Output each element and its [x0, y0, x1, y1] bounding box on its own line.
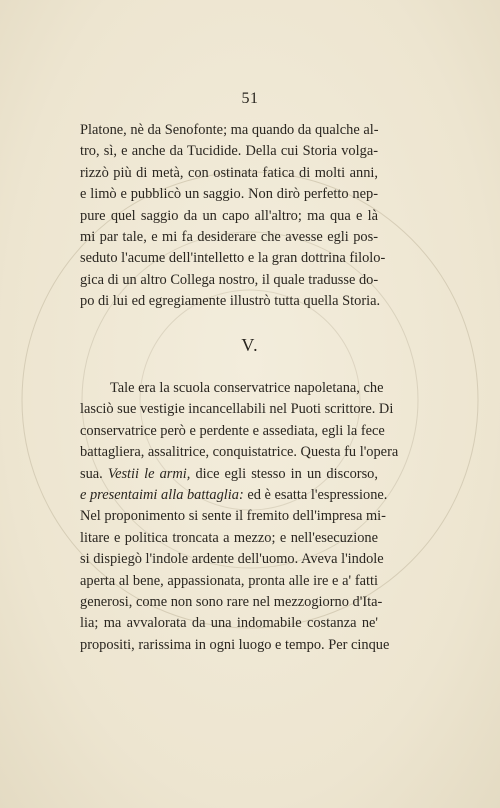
section-heading: V.	[241, 335, 259, 355]
text-line: conservatrice però e perdente e assediata, egli la fece	[80, 422, 385, 439]
text-line: pure quel saggio da un capo all'altro; ma qua e là	[80, 207, 378, 224]
italic-quote: Vestii le armi,	[107, 465, 191, 482]
text-line: generosi, come non sono rare nel mezzogiorno d'Ita-	[80, 593, 383, 610]
text-line: seduto l'acume dell'intelletto e la gran dottrina filolo-	[80, 250, 386, 267]
text-line: battagliera, assalitrice, conquistatrice. Questa fu l'opera	[80, 444, 399, 461]
italic-quote: e presentaimi alla battaglia:	[80, 486, 244, 503]
text-line: aperta al bene, appassionata, pronta alle ire e a' fatti	[80, 572, 378, 589]
text-line-with-italic	[80, 485, 388, 506]
text-line: lia; ma avvalorata da una indomabile costanza ne'	[80, 615, 378, 632]
text-line: litare e politica troncata a mezzo; e nell'esecuzione	[80, 529, 378, 546]
text-line-with-italic	[80, 464, 378, 485]
text-line: Nel proponimento si sente il fremito dell'impresa mi-	[80, 508, 386, 525]
text-line: mi par tale, e mi fa desiderare che avesse egli pos-	[80, 228, 378, 245]
text-line: po di lui ed egregiamente illustrò tutta quella Storia.	[80, 293, 381, 310]
text-line: gica di un altro Collega nostro, il quale tradusse do-	[80, 271, 379, 288]
text-fragment: sua.	[80, 465, 103, 482]
text-line: si dispiegò l'indole ardente dell'uomo. Aveva l'indole	[80, 551, 384, 568]
text-line: Tale era la scuola conservatrice napoletana, che	[110, 380, 384, 396]
text-line: lasciò sue vestigie incancellabili nel Puoti scrittore. Di	[80, 401, 394, 418]
page-number: 51	[241, 90, 259, 107]
paragraph-section-v	[80, 378, 399, 656]
text-line: tro, sì, e anche da Tucidide. Della cui Storia volga-	[80, 143, 378, 160]
text-line: propositi, rarissima in ogni luogo e tempo. Per cinque	[80, 636, 390, 653]
text-line: Platone, nè da Senofonte; ma quando da qualche al-	[80, 122, 379, 138]
paragraph-continuation	[80, 120, 386, 313]
text-fragment: ed è esatta l'espressione.	[247, 486, 388, 503]
text-line: e limò e pubblicò un saggio. Non dirò perfetto nep-	[80, 186, 378, 203]
text-fragment: dice egli stesso in un discorso,	[195, 465, 378, 482]
text-line: rizzò più di metà, con ostinata fatica di molti anni,	[80, 164, 378, 181]
